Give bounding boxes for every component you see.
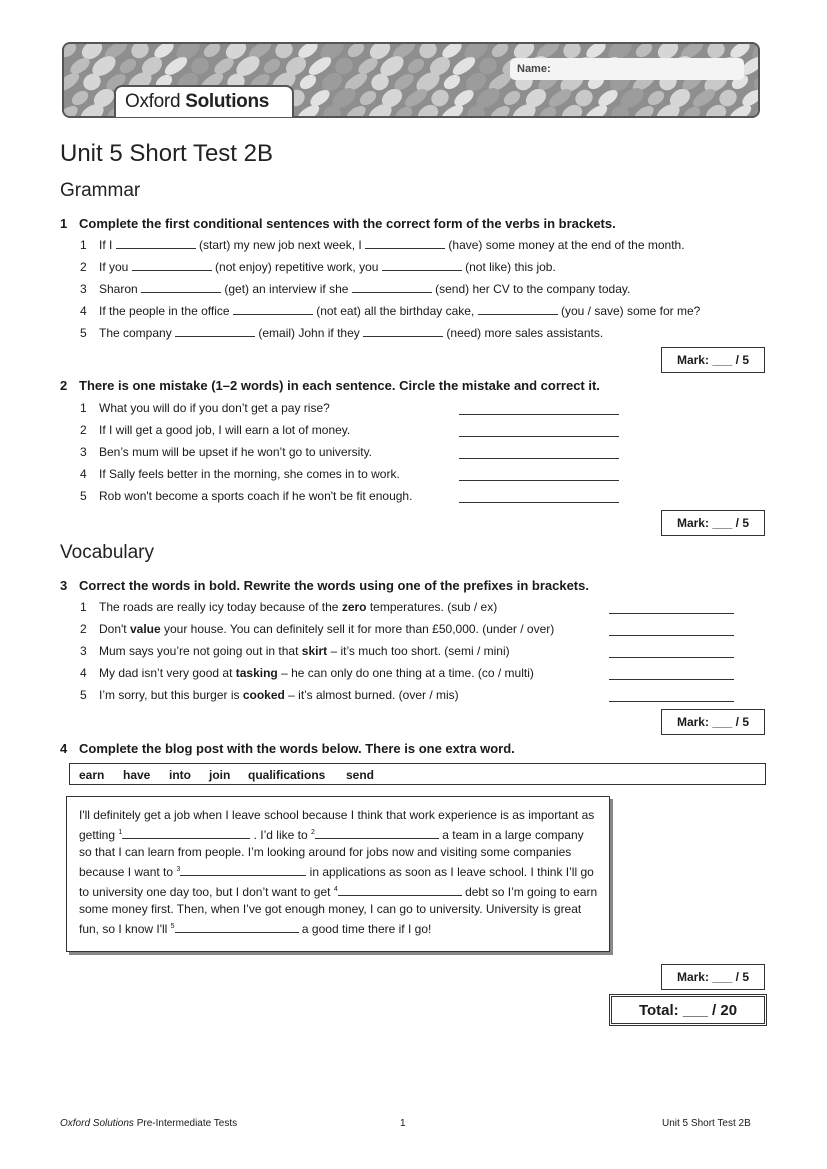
gap-5[interactable] [175,922,299,933]
answer-blank[interactable] [363,326,443,337]
gap-3[interactable] [180,865,306,876]
q3-item: 1 The roads are really icy today because of the zero temperatures. (sub / ex) [80,600,498,614]
correction-line[interactable] [459,457,619,459]
word-box [69,763,766,785]
q2-instruction: 2 There is one mistake (1–2 words) in each sentence. Circle the mistake and correct it. [60,378,600,393]
answer-line[interactable] [609,634,734,636]
section-grammar: Grammar [60,180,141,201]
answer-line[interactable] [609,656,734,658]
page-title: Unit 5 Short Test 2B [60,140,273,167]
q3-item: 3 Mum says you’re not going out in that skirt – it’s much too short. (semi / mini) [80,644,510,658]
q4-instruction: 4 Complete the blog post with the words below. There is one extra word. [60,741,515,756]
total-score: Total: ___ / 20 [609,994,767,1026]
q2-item: 5 Rob won't become a sports coach if he won't be fit enough. [80,489,413,503]
q1-item: 3 Sharon (get) an interview if she (send) her CV to the company today. [80,282,631,296]
answer-line[interactable] [609,678,734,680]
q1-item: 2 If you (not enjoy) repetitive work, you (not like) this job. [80,260,556,274]
name-label: Name: [517,63,551,75]
word-item: earn [79,768,105,782]
footer-left: Oxford Solutions Pre-Intermediate Tests [60,1118,238,1129]
q1-instruction: 1 Complete the first conditional sentences with the correct form of the verbs in brackets. [60,216,616,231]
gap-2[interactable] [315,828,439,839]
answer-line[interactable] [609,700,734,702]
page-number: 1 [400,1118,406,1129]
correction-line[interactable] [459,479,619,481]
oxford-solutions-logo: Oxford Solutions [125,91,270,112]
answer-blank[interactable] [132,260,212,271]
q3-item: 4 My dad isn’t very good at tasking – he can only do one thing at a time. (co / multi) [80,666,534,680]
q3-item: 2 Don't value your house. You can definitely sell it for more than £50,000. (under / over) [80,622,555,636]
answer-blank[interactable] [365,238,445,249]
blog-post-text: I'll definitely get a job when I leave school because I think that work experience is as important as getting $^1$ . I’d like to $^2$ a team in a large company so that I can learn from people. I’m looking around for jobs now and visiting some companies because I want to $^3$ in applications as soon as I leave school. I think I’ll go to university one day too, but I don’t want to get $^4$ debt so I’m going to earn some money first. Then, when I’ve got enough money, I can go to university. University is great fun, so I know I'll $^5$ a good time there if I go! [79,808,598,936]
word-item: have [123,768,151,782]
word-item: into [169,768,191,782]
q3-instruction: 3 Correct the words in bold. Rewrite the words using one of the prefixes in brackets. [60,578,589,593]
correction-line[interactable] [459,413,619,415]
answer-blank[interactable] [382,260,462,271]
q3-mark: Mark: ___ / 5 [661,709,765,735]
correction-line[interactable] [459,435,619,437]
blog-post-box [66,796,610,952]
correction-line[interactable] [459,501,619,503]
gap-1[interactable] [122,828,250,839]
q1-item: 4 If the people in the office (not eat) all the birthday cake, (you / save) some for me? [80,304,701,318]
answer-blank[interactable] [233,304,313,315]
section-vocabulary: Vocabulary [60,542,155,563]
q1-item: 1 If I (start) my new job next week, I (have) some money at the end of the month. [80,238,685,252]
answer-blank[interactable] [116,238,196,249]
word-item: join [209,768,231,782]
gap-4[interactable] [338,885,462,896]
q2-item: 1 What you will do if you don’t get a pay rise? [80,401,330,415]
q4-mark: Mark: ___ / 5 [661,964,765,990]
answer-blank[interactable] [478,304,558,315]
q1-mark: Mark: ___ / 5 [661,347,765,373]
q1-item: 5 The company (email) John if they (need) more sales assistants. [80,326,604,340]
word-item: qualifications [248,768,326,782]
answer-blank[interactable] [141,282,221,293]
word-item: send [346,768,375,782]
answer-blank[interactable] [352,282,432,293]
answer-blank[interactable] [175,326,255,337]
q3-item: 5 I’m sorry, but this burger is cooked – it’s almost burned. (over / mis) [80,688,459,702]
q2-item: 3 Ben’s mum will be upset if he won’t go to university. [80,445,373,459]
q2-item: 2 If I will get a good job, I will earn a lot of money. [80,423,351,437]
q2-mark: Mark: ___ / 5 [661,510,765,536]
q2-item: 4 If Sally feels better in the morning, she comes in to work. [80,467,400,481]
footer-right: Unit 5 Short Test 2B [662,1118,751,1129]
answer-line[interactable] [609,612,734,614]
